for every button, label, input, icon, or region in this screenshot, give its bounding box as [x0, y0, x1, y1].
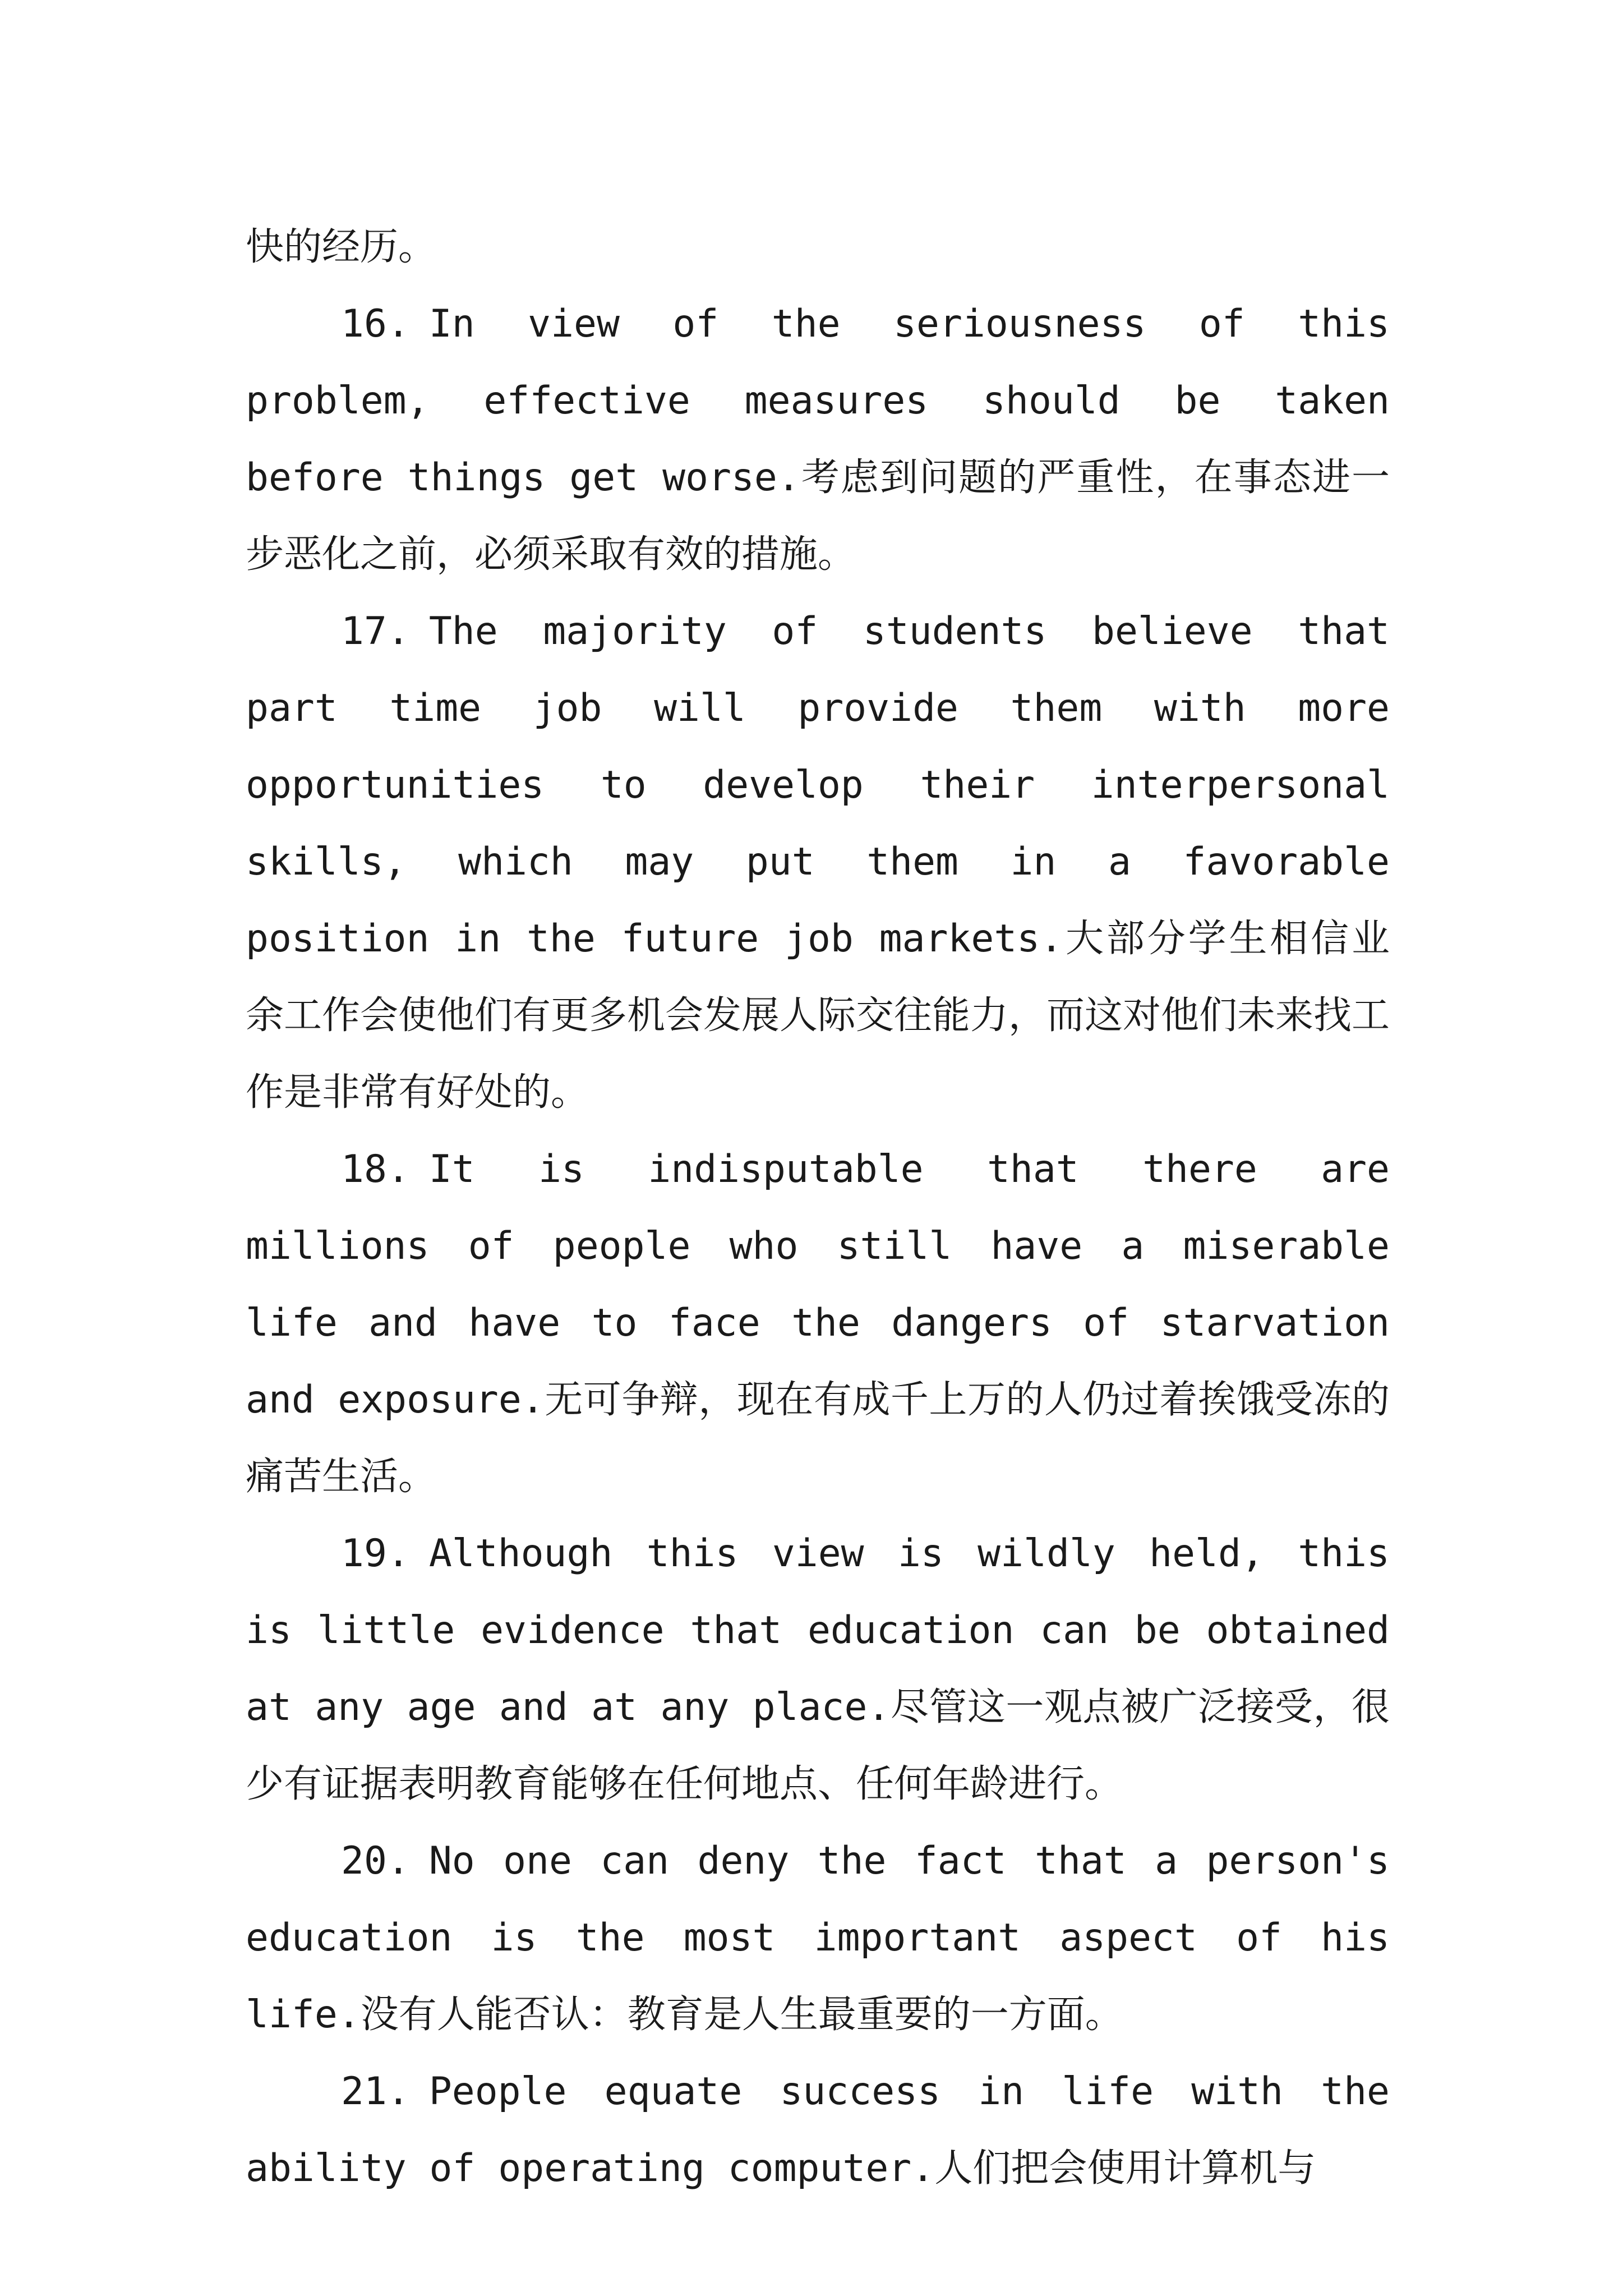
- english-text: The majority of students believe that part time job will provide them with more opportunities to develop their interpersonal skills, which may put them in a favorable position in the future job markets.: [246, 609, 1390, 961]
- english-text: Although this view is wildly held, this is little evidence that education can be obtained at any age and at any place.: [246, 1531, 1390, 1729]
- item-number: 16.: [341, 302, 410, 346]
- chinese-text: 考虑到问题的严重性，在事态进一步恶化之前，必须采取有效的措施。: [246, 455, 1390, 577]
- chinese-text: 无可争辩，现在有成千上万的人仍过着挨饿受冻的痛苦生活。: [246, 1378, 1390, 1499]
- paragraph-item-21: [246, 2053, 1390, 2207]
- english-text: No one can deny the fact that a person's education is the most important aspect of his life.: [246, 1839, 1390, 2037]
- document-body: [246, 209, 1390, 2207]
- chinese-text: 没有人能否认：教育是人生最重要的一方面。: [360, 1993, 1123, 2037]
- paragraph-item-18: [246, 1131, 1390, 1515]
- chinese-text: 人们把会使用计算机与: [934, 2146, 1316, 2191]
- item-number: 21.: [341, 2069, 410, 2114]
- chinese-text: 快的经历。: [246, 225, 437, 269]
- paragraph-item-17: [246, 593, 1390, 1131]
- chinese-text: 尽管这一观点被广泛接受，很少有证据表明教育能够在任何地点、任何年龄进行。: [246, 1685, 1390, 1806]
- item-number: 19.: [341, 1531, 410, 1576]
- chinese-text: 大部分学生相信业余工作会使他们有更多机会发展人际交往能力，而这对他们未来找工作是非常有好处的。: [246, 917, 1390, 1115]
- english-text: In view of the seriousness of this problem, effective measures should be taken before things get worse.: [246, 302, 1390, 500]
- paragraph-item-20: [246, 1823, 1390, 2053]
- item-number: 20.: [341, 1839, 410, 1883]
- item-number: 17.: [341, 609, 410, 654]
- english-text: It is indisputable that there are millions of people who still have a miserable life and have to face the dangers of starvation and exposure.: [246, 1147, 1390, 1422]
- paragraph-item-16: [246, 286, 1390, 593]
- item-number: 18.: [341, 1147, 410, 1191]
- paragraph-item-19: [246, 1515, 1390, 1823]
- english-text: People equate success in life with the ability of operating computer.: [246, 2069, 1390, 2191]
- paragraph-fragment: [246, 209, 1390, 286]
